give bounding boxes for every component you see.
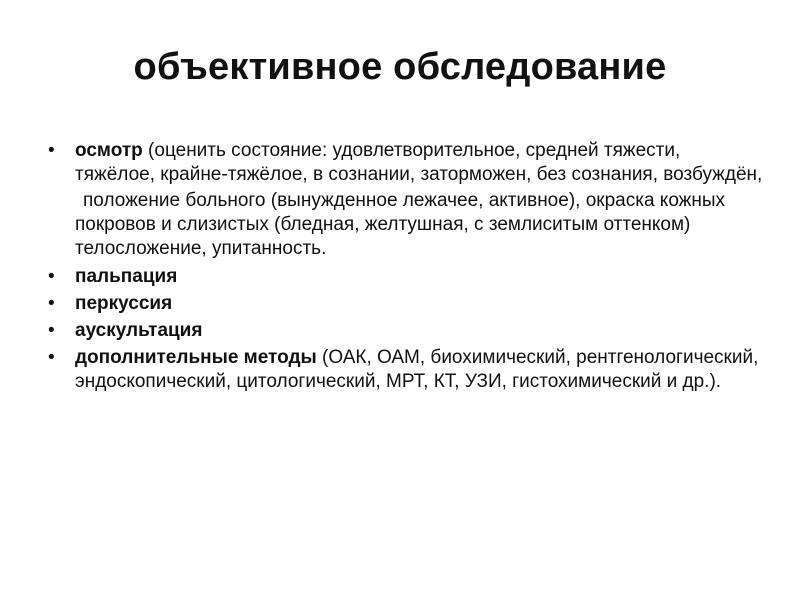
list-item-dop-metody [44,346,764,394]
item-term: осмотр [75,140,143,161]
list-item-perkussiya [44,292,764,316]
list-item-palpaciya [44,265,764,289]
bullet-icon: • [48,320,55,341]
item-term: пальпация [75,266,178,287]
item-term: перкуссия [75,293,173,314]
item-term: дополнительные методы [75,347,317,368]
bullet-icon: • [48,266,55,287]
list-item-osmotr [44,139,764,187]
list-item-continuation: положение больного (вынужденное лежачее, активное), окраска кожных покровов и слизистых (бледная, желтушная, с землиситым оттенком) телосложение, упитанность. [75,190,726,259]
list-item-auskultaciya [44,319,764,343]
item-text: (оценить состояние: удовлетворительное, средней тяжести, тяжёлое, крайне-тяжёлое, в сознании, заторможен, без сознания, возбуждён, [75,140,763,185]
item-term: аускультация [75,320,203,341]
slide-content [44,139,764,396]
slide-title: объективное обследование [133,46,667,88]
item-text: (ОАК, ОАМ, биохимический, рентгенологический, эндоскопический, цитологический, МРТ, КТ, УЗИ, гистохимический и др.). [75,347,759,392]
bullet-icon: • [48,347,55,368]
bullet-icon: • [48,293,55,314]
bullet-icon: • [48,140,55,161]
